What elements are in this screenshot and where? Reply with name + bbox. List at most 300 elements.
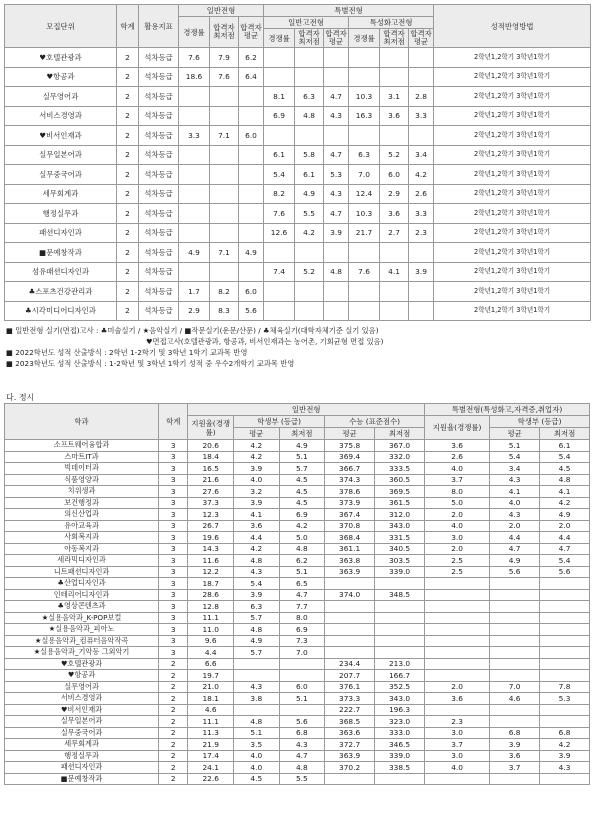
table-row <box>5 670 590 682</box>
special-general-avg-cell: 4.7 <box>324 145 349 165</box>
index-cell: 석차등급 <box>139 67 179 87</box>
special-spec-competition-cell: 7.0 <box>349 165 380 185</box>
suneung-min-cell: 339.0 <box>375 750 425 762</box>
record-min-cell: 6.9 <box>279 624 325 636</box>
record-avg-cell: 4.8 <box>233 624 279 636</box>
dept-cell: 패션디자인과 <box>5 762 159 774</box>
general-min-cell: 8.3 <box>210 301 239 321</box>
dept-cell: 행정실무과 <box>5 750 159 762</box>
special-general-min-cell: 5.8 <box>295 145 324 165</box>
special-record-avg-cell: 3.6 <box>490 750 540 762</box>
suneung-avg-cell <box>325 601 375 613</box>
special-spec-avg-cell <box>409 282 434 302</box>
special-spec-avg-cell: 3.4 <box>409 145 434 165</box>
program-cell: 3 <box>159 520 188 532</box>
program-cell: 2 <box>159 762 188 774</box>
suneung-avg-cell <box>325 647 375 659</box>
special-spec-min-cell <box>380 301 409 321</box>
applicants-cell: 12.3 <box>188 509 234 521</box>
table-row <box>5 555 590 567</box>
program-cell: 3 <box>159 601 188 613</box>
special-record-avg-cell <box>490 635 540 647</box>
general-competition-cell <box>179 145 210 165</box>
general-competition-cell <box>179 204 210 224</box>
special-general-avg-cell: 4.3 <box>324 184 349 204</box>
special-general-avg-cell <box>324 282 349 302</box>
special-spec-competition-cell <box>349 67 380 87</box>
program-cell: 2 <box>159 716 188 728</box>
special-general-competition-cell: 8.1 <box>264 87 295 107</box>
suneung-min-cell: 369.5 <box>375 486 425 498</box>
suneung-avg-cell: 376.1 <box>325 681 375 693</box>
special-applicants-cell: 2.0 <box>425 681 490 693</box>
header-method: 성적반영방법 <box>434 5 591 48</box>
suneung-min-cell: 333.0 <box>375 727 425 739</box>
special-general-competition-cell: 6.1 <box>264 145 295 165</box>
header-special: 특별전형 <box>264 5 434 17</box>
header-applicants: 지원율(경쟁률) <box>188 416 234 440</box>
record-avg-cell <box>233 704 279 716</box>
applicants-cell: 9.6 <box>188 635 234 647</box>
table-row <box>5 612 590 624</box>
general-min-cell: 7.6 <box>210 67 239 87</box>
special-record-min-cell <box>540 670 590 682</box>
special-record-avg-cell: 3.4 <box>490 463 540 475</box>
special-general-avg-cell: 4.7 <box>324 87 349 107</box>
suneung-avg-cell: 207.7 <box>325 670 375 682</box>
dept-cell: 아동복지과 <box>5 543 159 555</box>
special-record-avg-cell: 4.3 <box>490 509 540 521</box>
program-cell: 2 <box>117 67 139 87</box>
suneung-min-cell <box>375 578 425 590</box>
record-min-cell <box>279 670 325 682</box>
special-general-min-cell: 4.8 <box>295 106 324 126</box>
special-spec-min-cell: 6.0 <box>380 165 409 185</box>
special-spec-avg-cell <box>409 67 434 87</box>
record-min-cell: 8.0 <box>279 612 325 624</box>
special-general-avg-cell <box>324 126 349 146</box>
special-applicants-cell <box>425 624 490 636</box>
record-avg-cell: 4.4 <box>233 532 279 544</box>
record-avg-cell <box>233 670 279 682</box>
program-cell: 3 <box>159 451 188 463</box>
special-record-avg-cell <box>490 647 540 659</box>
dept-cell: ★실용음악과_피아노 <box>5 624 159 636</box>
special-general-min-cell: 6.1 <box>295 165 324 185</box>
special-record-avg-cell <box>490 716 540 728</box>
special-general-avg-cell: 4.3 <box>324 106 349 126</box>
general-avg-cell <box>239 165 264 185</box>
special-applicants-cell: 3.7 <box>425 474 490 486</box>
general-competition-cell <box>179 262 210 282</box>
special-applicants-cell <box>425 670 490 682</box>
record-min-cell: 6.5 <box>279 578 325 590</box>
record-avg-cell: 5.7 <box>233 612 279 624</box>
general-min-cell <box>210 184 239 204</box>
applicants-cell: 18.7 <box>188 578 234 590</box>
index-cell: 석차등급 <box>139 282 179 302</box>
special-record-min-cell <box>540 704 590 716</box>
special-record-avg-cell <box>490 658 540 670</box>
record-min-cell <box>279 704 325 716</box>
header-dept: 학과 <box>5 404 159 440</box>
suneung-avg-cell: 370.8 <box>325 520 375 532</box>
suneung-avg-cell: 375.8 <box>325 440 375 452</box>
special-general-min-cell: 5.2 <box>295 262 324 282</box>
special-record-avg-cell <box>490 624 540 636</box>
header-special: 특별전형(특성화고,자격증,취업자) <box>425 404 590 416</box>
header-general: 일반전형 <box>188 404 425 416</box>
special-record-avg-cell: 3.9 <box>490 739 540 751</box>
program-cell: 2 <box>117 87 139 107</box>
method-cell: 2학년1,2학기 3학년1학기 <box>434 145 591 165</box>
special-applicants-cell <box>425 589 490 601</box>
header-min-pass: 합격자최저점 <box>380 29 409 48</box>
index-cell: 석차등급 <box>139 262 179 282</box>
dept-cell: 니트패션디자인과 <box>5 566 159 578</box>
table-row <box>5 762 590 774</box>
general-avg-cell: 6.4 <box>239 67 264 87</box>
applicants-cell: 20.6 <box>188 440 234 452</box>
table-row <box>5 474 590 486</box>
special-applicants-cell <box>425 612 490 624</box>
suneung-min-cell <box>375 773 425 785</box>
table-row <box>5 773 590 785</box>
record-min-cell: 5.1 <box>279 566 325 578</box>
record-min-cell: 4.5 <box>279 497 325 509</box>
header-avg: 평균 <box>325 428 375 440</box>
table-row <box>5 543 590 555</box>
index-cell: 석차등급 <box>139 223 179 243</box>
special-spec-competition-cell: 6.3 <box>349 145 380 165</box>
general-min-cell <box>210 223 239 243</box>
record-min-cell: 4.7 <box>279 589 325 601</box>
header-avg: 평균 <box>490 428 540 440</box>
table-row <box>5 282 591 302</box>
header-applicants: 지원율(경쟁률) <box>425 416 490 440</box>
table-row <box>5 716 590 728</box>
table-row <box>5 440 590 452</box>
dept-cell: 섬유패션디자인과 <box>5 262 117 282</box>
jeongsi-table-body <box>5 440 590 785</box>
special-spec-min-cell: 3.6 <box>380 204 409 224</box>
table-row <box>5 624 590 636</box>
general-min-cell: 7.1 <box>210 126 239 146</box>
jeongsi-results-table <box>4 403 590 785</box>
special-spec-competition-cell <box>349 48 380 68</box>
suneung-min-cell: 331.5 <box>375 532 425 544</box>
table-row <box>5 532 590 544</box>
method-cell: 2학년1,2학기 3학년1학기 <box>434 282 591 302</box>
special-record-min-cell: 5.4 <box>540 451 590 463</box>
record-min-cell: 4.5 <box>279 486 325 498</box>
suneung-min-cell: 348.5 <box>375 589 425 601</box>
dept-cell: 식품영양과 <box>5 474 159 486</box>
header-competition: 경쟁률 <box>179 17 210 48</box>
special-general-competition-cell <box>264 126 295 146</box>
special-record-min-cell: 4.7 <box>540 543 590 555</box>
dept-cell: 빅데이터과 <box>5 463 159 475</box>
general-competition-cell <box>179 87 210 107</box>
header-avg: 평균 <box>233 428 279 440</box>
method-cell: 2학년1,2학기 3학년1학기 <box>434 301 591 321</box>
special-record-min-cell: 2.0 <box>540 520 590 532</box>
general-avg-cell <box>239 145 264 165</box>
special-applicants-cell <box>425 704 490 716</box>
method-cell: 2학년1,2학기 3학년1학기 <box>434 106 591 126</box>
applicants-cell: 19.6 <box>188 532 234 544</box>
table-row <box>5 704 590 716</box>
table-row <box>5 165 591 185</box>
suneung-avg-cell: 370.2 <box>325 762 375 774</box>
special-applicants-cell: 2.5 <box>425 566 490 578</box>
suneung-min-cell: 338.5 <box>375 762 425 774</box>
header-min-pass: 합격자최저점 <box>295 29 324 48</box>
record-avg-cell: 6.3 <box>233 601 279 613</box>
general-competition-cell: 1.7 <box>179 282 210 302</box>
special-applicants-cell: 2.0 <box>425 543 490 555</box>
special-general-competition-cell <box>264 67 295 87</box>
suneung-avg-cell: 367.4 <box>325 509 375 521</box>
dept-cell: 서비스경영과 <box>5 693 159 705</box>
special-general-competition-cell: 12.6 <box>264 223 295 243</box>
method-cell: 2학년1,2학기 3학년1학기 <box>434 223 591 243</box>
suneung-min-cell: 339.0 <box>375 566 425 578</box>
table-row <box>5 67 591 87</box>
record-min-cell: 5.5 <box>279 773 325 785</box>
general-avg-cell: 4.9 <box>239 243 264 263</box>
program-cell: 3 <box>159 497 188 509</box>
dept-cell: 사회복지과 <box>5 532 159 544</box>
record-min-cell: 7.3 <box>279 635 325 647</box>
record-avg-cell: 5.4 <box>233 578 279 590</box>
table-row <box>5 520 590 532</box>
table-row <box>5 693 590 705</box>
applicants-cell: 21.0 <box>188 681 234 693</box>
special-applicants-cell <box>425 647 490 659</box>
special-general-avg-cell: 5.3 <box>324 165 349 185</box>
applicants-cell: 11.0 <box>188 624 234 636</box>
header-min: 최저점 <box>540 428 590 440</box>
suneung-avg-cell: 366.7 <box>325 463 375 475</box>
record-min-cell: 7.0 <box>279 647 325 659</box>
dept-cell: ■문예창작과 <box>5 773 159 785</box>
applicants-cell: 26.7 <box>188 520 234 532</box>
program-cell: 2 <box>117 106 139 126</box>
index-cell: 석차등급 <box>139 87 179 107</box>
special-general-min-cell <box>295 243 324 263</box>
dept-cell: 서비스경영과 <box>5 106 117 126</box>
table-row <box>5 727 590 739</box>
special-applicants-cell: 5.0 <box>425 497 490 509</box>
program-cell: 2 <box>117 165 139 185</box>
suneung-avg-cell: 373.9 <box>325 497 375 509</box>
suneung-avg-cell: 363.9 <box>325 566 375 578</box>
special-applicants-cell: 3.7 <box>425 739 490 751</box>
susi-table-body <box>5 48 591 321</box>
suneung-min-cell: 340.5 <box>375 543 425 555</box>
suneung-avg-cell: 368.4 <box>325 532 375 544</box>
suneung-min-cell <box>375 647 425 659</box>
table-row <box>5 87 591 107</box>
special-spec-avg-cell: 2.6 <box>409 184 434 204</box>
susi-results-table <box>4 4 591 321</box>
dept-cell: ♥비서인재과 <box>5 126 117 146</box>
suneung-min-cell <box>375 624 425 636</box>
dept-cell: 실무중국어과 <box>5 727 159 739</box>
special-record-avg-cell <box>490 773 540 785</box>
record-avg-cell: 4.5 <box>233 773 279 785</box>
dept-cell: ♥호텔관광과 <box>5 48 117 68</box>
table-row <box>5 589 590 601</box>
dept-cell: 세라믹디자인과 <box>5 555 159 567</box>
header-avg-pass: 합격자평균 <box>325 29 347 46</box>
special-applicants-cell: 3.0 <box>425 532 490 544</box>
special-record-min-cell: 4.3 <box>540 762 590 774</box>
special-general-competition-cell <box>264 48 295 68</box>
index-cell: 석차등급 <box>139 184 179 204</box>
header-special-spec: 특성화고전형 <box>349 17 434 29</box>
special-record-min-cell: 4.8 <box>540 474 590 486</box>
general-min-cell: 7.1 <box>210 243 239 263</box>
special-spec-avg-cell <box>409 126 434 146</box>
applicants-cell: 12.2 <box>188 566 234 578</box>
table-row <box>5 750 590 762</box>
special-general-min-cell <box>295 67 324 87</box>
record-min-cell: 4.8 <box>279 762 325 774</box>
special-spec-min-cell: 3.6 <box>380 106 409 126</box>
program-cell: 3 <box>159 566 188 578</box>
dept-cell: 실무영어과 <box>5 87 117 107</box>
special-record-avg-cell <box>490 612 540 624</box>
suneung-avg-cell: 361.1 <box>325 543 375 555</box>
suneung-avg-cell: 363.9 <box>325 750 375 762</box>
special-applicants-cell: 3.6 <box>425 440 490 452</box>
program-cell: 2 <box>117 301 139 321</box>
special-applicants-cell: 3.0 <box>425 750 490 762</box>
special-record-avg-cell <box>490 601 540 613</box>
suneung-avg-cell <box>325 578 375 590</box>
special-general-avg-cell <box>324 243 349 263</box>
header-general: 일반전형 <box>179 5 264 17</box>
general-avg-cell: 6.0 <box>239 126 264 146</box>
suneung-min-cell: 343.0 <box>375 693 425 705</box>
special-general-competition-cell: 7.6 <box>264 204 295 224</box>
suneung-min-cell: 303.5 <box>375 555 425 567</box>
general-avg-cell: 6.2 <box>239 48 264 68</box>
suneung-avg-cell: 373.3 <box>325 693 375 705</box>
special-record-min-cell: 4.2 <box>540 739 590 751</box>
special-general-min-cell: 4.2 <box>295 223 324 243</box>
special-spec-min-cell <box>380 67 409 87</box>
header-unit: 모집단위 <box>5 5 117 48</box>
special-general-avg-cell: 4.8 <box>324 262 349 282</box>
special-general-min-cell <box>295 48 324 68</box>
program-cell: 2 <box>159 704 188 716</box>
record-avg-cell: 3.9 <box>233 463 279 475</box>
record-avg-cell: 3.2 <box>233 486 279 498</box>
special-spec-avg-cell: 2.8 <box>409 87 434 107</box>
special-record-avg-cell: 7.0 <box>490 681 540 693</box>
suneung-min-cell: 213.0 <box>375 658 425 670</box>
suneung-avg-cell: 368.5 <box>325 716 375 728</box>
special-applicants-cell: 2.0 <box>425 509 490 521</box>
program-cell: 2 <box>117 48 139 68</box>
special-spec-competition-cell: 21.7 <box>349 223 380 243</box>
record-min-cell: 4.3 <box>279 739 325 751</box>
record-avg-cell: 4.0 <box>233 474 279 486</box>
table-row <box>5 566 590 578</box>
method-cell: 2학년1,2학기 3학년1학기 <box>434 165 591 185</box>
note-line: ■ 2023학년도 성적 산출방식 : 1-2학년 및 3학년 1학기 성적 중 우수2개학기 교과목 반영 <box>6 359 295 368</box>
general-competition-cell <box>179 184 210 204</box>
dept-cell: ★실용음악과_K-POP보컬 <box>5 612 159 624</box>
header-school-record: 학생부 (등급) <box>233 416 324 428</box>
program-cell: 3 <box>159 647 188 659</box>
record-avg-cell: 4.2 <box>233 440 279 452</box>
special-record-min-cell: 5.4 <box>540 555 590 567</box>
special-spec-competition-cell <box>349 282 380 302</box>
general-min-cell: 8.2 <box>210 282 239 302</box>
special-spec-min-cell: 4.1 <box>380 262 409 282</box>
special-record-avg-cell: 4.0 <box>490 497 540 509</box>
program-cell: 2 <box>159 773 188 785</box>
special-applicants-cell: 3.6 <box>425 693 490 705</box>
table-row <box>5 509 590 521</box>
special-spec-min-cell <box>380 48 409 68</box>
table-row <box>5 106 591 126</box>
special-general-avg-cell <box>324 48 349 68</box>
suneung-min-cell: 361.5 <box>375 497 425 509</box>
suneung-min-cell: 346.5 <box>375 739 425 751</box>
general-competition-cell: 2.9 <box>179 301 210 321</box>
program-cell: 2 <box>117 243 139 263</box>
dept-cell: 치위생과 <box>5 486 159 498</box>
special-applicants-cell: 2.6 <box>425 451 490 463</box>
special-general-avg-cell: 3.9 <box>324 223 349 243</box>
program-cell: 2 <box>159 681 188 693</box>
special-applicants-cell: 2.5 <box>425 555 490 567</box>
suneung-min-cell: 166.7 <box>375 670 425 682</box>
header-special-general: 일반고전형 <box>264 17 349 29</box>
table-row <box>5 204 591 224</box>
table-row <box>5 497 590 509</box>
header-competition: 경쟁률 <box>349 29 380 48</box>
special-record-min-cell <box>540 624 590 636</box>
header-program: 학계 <box>159 404 188 440</box>
dept-cell: ♣스포츠건강관리과 <box>5 282 117 302</box>
general-min-cell <box>210 204 239 224</box>
record-min-cell: 4.8 <box>279 543 325 555</box>
special-record-min-cell: 4.5 <box>540 463 590 475</box>
special-spec-min-cell: 2.7 <box>380 223 409 243</box>
special-spec-min-cell: 2.9 <box>380 184 409 204</box>
special-general-competition-cell: 5.4 <box>264 165 295 185</box>
special-applicants-cell: 4.0 <box>425 762 490 774</box>
general-min-cell: 7.9 <box>210 48 239 68</box>
record-min-cell: 4.9 <box>279 440 325 452</box>
applicants-cell: 27.6 <box>188 486 234 498</box>
index-cell: 석차등급 <box>139 48 179 68</box>
general-avg-cell <box>239 184 264 204</box>
special-record-min-cell <box>540 601 590 613</box>
index-cell: 석차등급 <box>139 243 179 263</box>
program-cell: 3 <box>159 543 188 555</box>
special-record-avg-cell: 4.1 <box>490 486 540 498</box>
header-suneung: 수능 (표준점수) <box>325 416 425 428</box>
table-row <box>5 126 591 146</box>
special-spec-competition-cell <box>349 243 380 263</box>
